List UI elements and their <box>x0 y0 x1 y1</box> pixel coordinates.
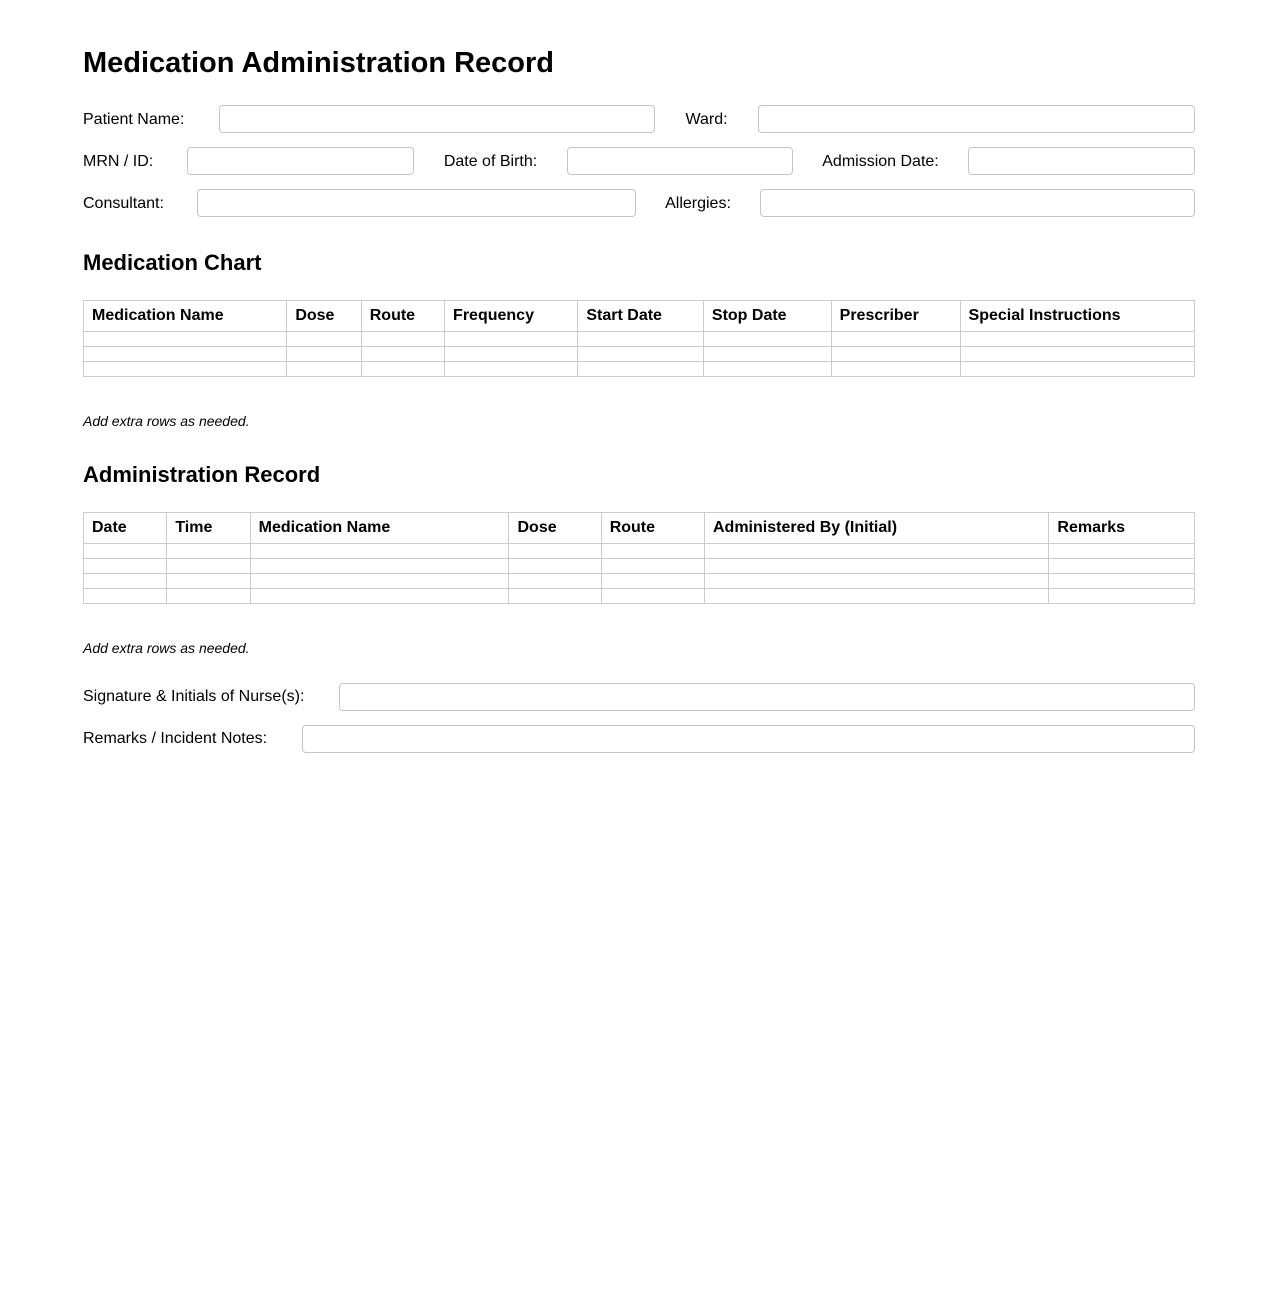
column-header: Administered By (Initial) <box>705 512 1049 543</box>
table-cell <box>831 331 960 346</box>
table-cell <box>705 573 1049 588</box>
table-cell <box>84 543 167 558</box>
table-cell <box>287 361 361 376</box>
column-header: Stop Date <box>703 300 831 331</box>
table-cell <box>509 588 601 603</box>
patient-name-input[interactable] <box>219 105 655 133</box>
table-cell <box>287 331 361 346</box>
allergies-input[interactable] <box>760 189 1195 217</box>
allergies-label: Allergies: <box>665 194 731 212</box>
table-cell <box>601 543 704 558</box>
ward-input[interactable] <box>758 105 1195 133</box>
table-row <box>84 588 1195 603</box>
column-header: Medication Name <box>84 300 287 331</box>
table-cell <box>84 331 287 346</box>
table-cell <box>960 361 1194 376</box>
medication-chart-note: Add extra rows as needed. <box>83 412 250 429</box>
table-cell <box>601 588 704 603</box>
table-cell <box>167 573 250 588</box>
table-cell <box>250 573 509 588</box>
table-cell <box>960 331 1194 346</box>
remarks-notes-row <box>83 725 1195 753</box>
administration-record-note: Add extra rows as needed. <box>83 639 250 656</box>
medication-chart-table <box>83 300 1195 377</box>
table-cell <box>960 346 1194 361</box>
table-cell <box>1049 558 1195 573</box>
column-header: Route <box>601 512 704 543</box>
table-cell <box>445 346 578 361</box>
table-cell <box>509 543 601 558</box>
signature-row <box>83 683 1195 711</box>
table-cell <box>703 331 831 346</box>
table-cell <box>831 361 960 376</box>
table-cell <box>84 346 287 361</box>
header-row <box>84 512 1195 543</box>
table-cell <box>1049 543 1195 558</box>
table-cell <box>705 543 1049 558</box>
table-cell <box>84 588 167 603</box>
column-header: Special Instructions <box>960 300 1194 331</box>
mrn-id-input[interactable] <box>187 147 414 175</box>
date-of-birth-input[interactable] <box>567 147 793 175</box>
signature-label: Signature & Initials of Nurse(s): <box>83 687 305 705</box>
table-cell <box>601 558 704 573</box>
table-cell <box>703 346 831 361</box>
table-cell <box>509 558 601 573</box>
table-cell <box>705 588 1049 603</box>
table-row <box>84 346 1195 361</box>
signature-input[interactable] <box>339 683 1195 711</box>
date-of-birth-label: Date of Birth: <box>443 152 538 170</box>
table-cell <box>509 573 601 588</box>
admission-date-label: Admission Date: <box>822 152 939 170</box>
table-cell <box>250 543 509 558</box>
table-cell <box>578 331 704 346</box>
table-cell <box>84 558 167 573</box>
table-cell <box>1049 573 1195 588</box>
admission-date-input[interactable] <box>968 147 1195 175</box>
column-header: Time <box>167 512 250 543</box>
table-cell <box>250 588 509 603</box>
table-row <box>84 361 1195 376</box>
table-cell <box>601 573 704 588</box>
remarks-notes-input[interactable] <box>302 725 1195 753</box>
column-header: Start Date <box>578 300 704 331</box>
header-row <box>84 300 1195 331</box>
column-header: Prescriber <box>831 300 960 331</box>
consultant-label: Consultant: <box>83 194 164 212</box>
consultant-input[interactable] <box>197 189 636 217</box>
patient-info-row-3 <box>83 189 1195 217</box>
table-cell <box>578 346 704 361</box>
table-cell <box>703 361 831 376</box>
medication-chart-heading: Medication Chart <box>83 250 262 276</box>
table-cell <box>1049 588 1195 603</box>
table-cell <box>167 558 250 573</box>
table-cell <box>445 331 578 346</box>
column-header: Medication Name <box>250 512 509 543</box>
administration-record-heading: Administration Record <box>83 462 321 488</box>
table-cell <box>705 558 1049 573</box>
column-header: Route <box>361 300 444 331</box>
table-cell <box>84 573 167 588</box>
column-header: Dose <box>509 512 601 543</box>
table-cell <box>287 346 361 361</box>
table-row <box>84 331 1195 346</box>
column-header: Date <box>84 512 167 543</box>
table-cell <box>250 558 509 573</box>
table-row <box>84 573 1195 588</box>
table-cell <box>167 588 250 603</box>
column-header: Dose <box>287 300 361 331</box>
patient-info-row-2 <box>83 147 1195 175</box>
column-header: Remarks <box>1049 512 1195 543</box>
table-cell <box>445 361 578 376</box>
table-row <box>84 558 1195 573</box>
table-cell <box>361 361 444 376</box>
table-cell <box>361 346 444 361</box>
ward-label: Ward: <box>685 110 728 128</box>
table-cell <box>167 543 250 558</box>
footer-fields <box>83 683 1195 753</box>
table-cell <box>361 331 444 346</box>
table-row <box>84 543 1195 558</box>
table-cell <box>84 361 287 376</box>
administration-record-table <box>83 512 1195 604</box>
page-title: Medication Administration Record <box>83 47 555 79</box>
patient-name-label: Patient Name: <box>83 110 185 128</box>
table-cell <box>831 346 960 361</box>
mrn-id-label: MRN / ID: <box>83 152 154 170</box>
patient-info-row-1 <box>83 105 1195 133</box>
column-header: Frequency <box>445 300 578 331</box>
remarks-notes-label: Remarks / Incident Notes: <box>83 729 268 747</box>
table-cell <box>578 361 704 376</box>
